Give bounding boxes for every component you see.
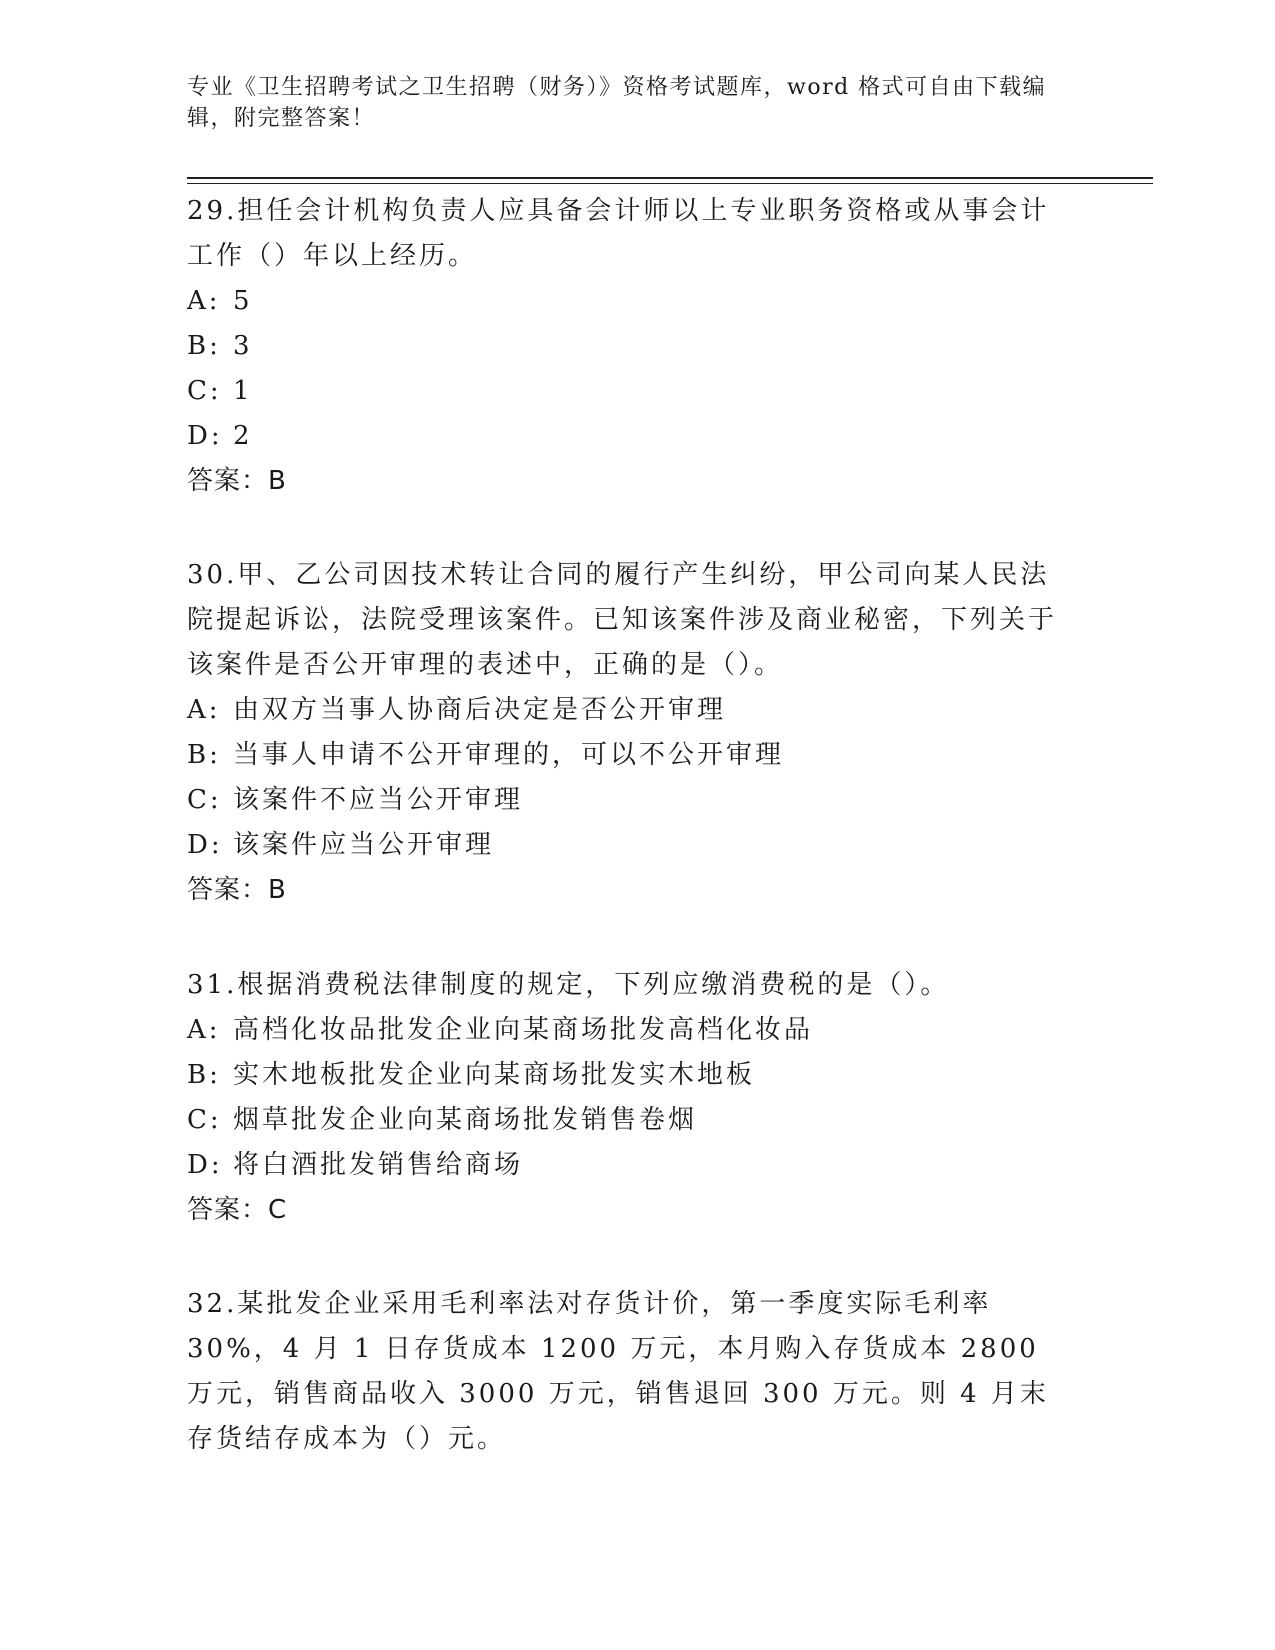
option-a bbox=[187, 1008, 1077, 1053]
option-letter: A: bbox=[187, 286, 221, 316]
option-letter: C: bbox=[187, 376, 222, 406]
option-letter: B: bbox=[187, 331, 221, 361]
option-b bbox=[187, 733, 1077, 778]
answer-line: 答案：B bbox=[187, 875, 287, 905]
option-b bbox=[187, 324, 1077, 369]
answer-line: 答案：B bbox=[187, 466, 287, 496]
header-divider-thin bbox=[187, 183, 1153, 184]
option-text: 高档化妆品批发企业向某商场批发高档化妆品 bbox=[233, 1015, 814, 1045]
question-stem: 29.担任会计机构负责人应具备会计师以上专业职务资格或从事会计工作（）年以上经历。 bbox=[187, 196, 1050, 271]
option-letter: B: bbox=[187, 740, 221, 770]
option-text: 5 bbox=[233, 286, 253, 316]
question-29 bbox=[187, 189, 1077, 504]
option-text: 3 bbox=[233, 331, 253, 361]
option-text: 实木地板批发企业向某商场批发实木地板 bbox=[233, 1060, 756, 1090]
option-text: 该案件应当公开审理 bbox=[233, 830, 495, 860]
option-letter: A: bbox=[187, 1015, 221, 1045]
option-d bbox=[187, 1143, 1077, 1188]
option-c bbox=[187, 778, 1077, 823]
question-stem: 32.某批发企业采用毛利率法对存货计价，第一季度实际毛利率 30%，4 月 1 日存货成本 1200 万元，本月购入存货成本 2800 万元，销售商品收入 3000 万元，销售退回 300 万元。则 4 月末存货结存成本为（）元。 bbox=[187, 1289, 1049, 1454]
option-letter: C: bbox=[187, 1105, 222, 1135]
option-a bbox=[187, 688, 1077, 733]
option-text: 当事人申请不公开审理的，可以不公开审理 bbox=[233, 740, 785, 770]
option-letter: D: bbox=[187, 1150, 223, 1180]
option-c bbox=[187, 369, 1077, 414]
option-text: 烟草批发企业向某商场批发销售卷烟 bbox=[233, 1105, 698, 1135]
option-letter: D: bbox=[187, 421, 223, 451]
option-letter: C: bbox=[187, 785, 222, 815]
option-text: 2 bbox=[233, 421, 253, 451]
option-letter: B: bbox=[187, 1060, 221, 1090]
option-text: 由双方当事人协商后决定是否公开审理 bbox=[233, 695, 727, 725]
document-header: 专业《卫生招聘考试之卫生招聘（财务）》资格考试题库，word 格式可自由下载编辑，附完整答案！ bbox=[187, 75, 1047, 131]
option-d bbox=[187, 823, 1077, 868]
option-d bbox=[187, 414, 1077, 459]
option-text: 将白酒批发销售给商场 bbox=[233, 1150, 524, 1180]
option-b bbox=[187, 1053, 1077, 1098]
option-a bbox=[187, 279, 1077, 324]
question-stem: 31.根据消费税法律制度的规定，下列应缴消费税的是（）。 bbox=[187, 970, 950, 1000]
question-31 bbox=[187, 963, 1077, 1233]
question-30 bbox=[187, 553, 1077, 913]
answer-line: 答案：C bbox=[187, 1195, 288, 1225]
option-c bbox=[187, 1098, 1077, 1143]
option-text: 1 bbox=[233, 376, 253, 406]
question-stem: 30.甲、乙公司因技术转让合同的履行产生纠纷，甲公司向某人民法院提起诉讼，法院受理该案件。已知该案件涉及商业秘密，下列关于该案件是否公开审理的表述中，正确的是（）。 bbox=[187, 560, 1058, 680]
option-letter: D: bbox=[187, 830, 223, 860]
option-text: 该案件不应当公开审理 bbox=[233, 785, 524, 815]
option-letter: A: bbox=[187, 695, 221, 725]
question-32 bbox=[187, 1282, 1077, 1462]
header-divider bbox=[187, 177, 1153, 179]
